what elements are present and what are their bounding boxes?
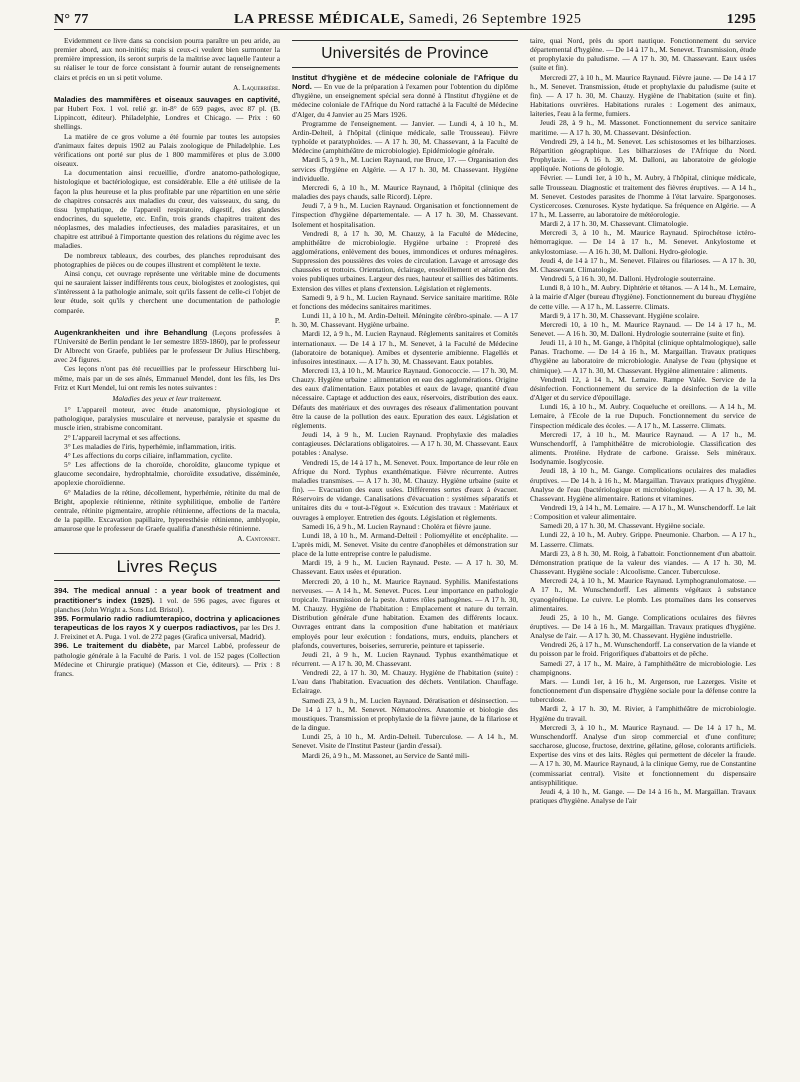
schedule-entry: Lundi 8, à 10 h., M. Aubry. Diphtérie et tétanos. — A 14 h., M. Lemaire, à la mairie d'Alger (bureau d'hygiène). Fonctionnement du bureau d'hygiène de cette ville. — A 17 h., M. Lasserre. Climats.	[530, 283, 756, 311]
schedule-entry: Mercredi 10, à 10 h., M. Maurice Raynaud. — De 14 à 17 h., M. Senevet. — A 16 h. 30, M. Dalloni. Hydrologie souterraine (suite et fin).	[530, 319, 756, 338]
schedule-entry: Mardi 2, à 17 h. 30, M. Rivier, à l'amphithéâtre de microbiologie. Hygiène du travail.	[530, 704, 756, 723]
schedule-entry: Jeudi 11, à 10 h., M. Gange, à l'hôpital (clinique ophtalmologique), salle Panas. Trachome. — De 14 à 16 h., M. Margaillan. Travaux pratiques d'hygiène au laboratoire de microbiologie. Analyse de l'eau (physique et chimique). — A 17 h. 30, M. Chassevant. Hygiène alimentaire : aliments.	[530, 338, 756, 375]
books-received-heading: Livres Reçus	[54, 553, 280, 581]
book-title: 396. Le traitement du diabète,	[54, 641, 171, 651]
book-details: 1 vol. de 596 pages, avec figures et planches (John Wright a. Sons Ltd. Bristol).	[54, 595, 280, 614]
program-schedule-continued	[530, 36, 756, 805]
review-paragraph: De nombreux tableaux, des courbes, des planches reproduisant des photographies de pièces ou de coupes illustrent et complètent le texte.	[54, 250, 280, 269]
review-list-item: 4° Les affections du corps ciliaire, inflammation, cyclite.	[64, 450, 233, 460]
schedule-entry: Mercredi 24, à 10 h., M. Maurice Raynaud. Lymphogranulomatose. — A 17 h., M. Wunschendorff. Les aliments végétaux à substance cyanogénétique. Le cuivre. Le plomb. Les ptomaïnes dans les conserves alimentaires.	[530, 576, 756, 613]
schedule-entry: Mercredi 27, à 10 h., M. Maurice Raynaud. Fièvre jaune. — De 14 à 17 h., M. Senevet. Transmission, étude et prophylaxie du paludisme (suite et fin). — A 17 h. 30, M. Chauzy. Hygiène de l'habitation (suite et fin). Habitations ouvrières. Habitations rurales : Logement des animaux, laiteries, l'eau à la ferme, fumiers.	[530, 72, 756, 119]
schedule-entry: Vendredi 19, à 14 h., M. Lemaire. — A 17 h., M. Wunschendorff. Le lait : Composition et valeur alimentaire.	[530, 502, 756, 522]
book-entry	[54, 641, 280, 678]
schedule-entry: Jeudi 7, à 9 h., M. Lucien Raynaud. Organisation et fonctionnement de l'inspection d'hygiène départementale. — A 17 h. 30, M. Chassevant. Isolement et hospitalisation.	[292, 201, 518, 229]
schedule-entry: Samedi 20, à 17 h. 30, M. Chassevant. Hygiène sociale.	[540, 521, 705, 531]
columns	[54, 36, 756, 1068]
book-details: par Marcel Labbé, professeur de pathologie générale à la Faculté de Paris. 1 vol. de 152 pages (Collection Médecine et Chirurgie pratique) (Masson et Cie, éditeurs). — Prix : 8 francs.	[54, 641, 280, 678]
schedule-entry: Lundi 11, à 10 h., M. Ardin-Delteil. Méningite cérébro-spinale. — A 17 h. 30, M. Chassevant. Hygiène urbaine.	[292, 311, 518, 330]
review-signature: P.	[274, 315, 280, 325]
schedule-entry: Mars. — Lundi 1er, à 16 h., M. Argenson, rue Lazerges. Visite et fonctionnement d'un dispensaire d'hygiène sociale pour la défense contre la tuberculose.	[530, 676, 756, 705]
journal-title: LA PRESSE MÉDICALE,	[234, 12, 405, 27]
review-header	[54, 328, 280, 365]
review-list-item: 6° Maladies de la rétine, décollement, hyperhémie, rétinite du mal de Bright, apoplexie rétinienne, rétinite syphilitique, embolie de l'artère centrale, rétinite pigmentaire, atrophie rétinienne, affections de la macula, de la papille. Excavation papillaire, hyperesthésie rétinienne, amblyopie, amaurose que le professeur de Graefe qualifia d'anesthésie rétinienne.	[54, 487, 280, 534]
institute-title: Institut d'hygiène et de médecine coloniale de l'Afrique du Nord.	[292, 73, 518, 92]
review-title: Maladies des mammifères et oiseaux sauvages en captivité,	[54, 94, 280, 104]
column-left	[54, 36, 280, 1068]
program-schedule	[292, 119, 518, 760]
review-title: Augenkrankheiten und ihre Behandlung	[54, 327, 208, 337]
schedule-entry: Février. — Lundi 1er, à 10 h., M. Aubry, à l'hôpital, clinique médicale, salle Trousseau. Diagnostic et traitement des fièvres éruptives. — A 14 h., M. Senevet. Cestodes parasites de l'homme à l'état larvaire. Spargonoses. Cysticercoses. Cœnuroses. Kyste hydatique. Sa fréquence en Algérie. — A 17 h., M. Lasserre, au laboratoire de météorologie.	[530, 173, 756, 219]
column-right	[530, 36, 756, 1068]
book-entry	[54, 614, 280, 641]
schedule-entry: Vendredi 8, à 17 h. 30, M. Chauzy, à la Faculté de Médecine, amphithéâtre de microbiologie. Hygiène urbaine : Propreté des agglomérations, enlèvement des boues, immondices et ordures ménagères. Suppression des poussières des voies de circulation. Lavage et arrosage des chaussées et trottoirs. Orientation, éclairage, ensoleillement et aération des voies publiques urbaines. Largeur des rues, hauteur et saillies des bâtiments. Extension des villes et plans d'extension. Législation et règlements.	[292, 228, 518, 293]
review-paragraph: La matière de ce gros volume a été fournie par toutes les autopsies d'animaux faites depuis 1902 au Palais zoologique de Philadelphie. Les vérifications ont porté sur plus de 1 800 mammifères et plus de 3.000 oiseaux.	[54, 131, 280, 169]
review-list	[54, 405, 280, 533]
review-header	[54, 95, 280, 132]
book-entry	[54, 586, 280, 613]
schedule-entry: Jeudi 25, à 10 h., M. Gange. Complications oculaires des fièvres éruptives. — De 14 à 16 h., M. Margaillan. Travaux pratiques d'hygiène. Analyse de l'air. — A 17 h. 30, M. Chassevant. Hygiène industrielle.	[530, 612, 756, 641]
universities-heading: Universités de Province	[292, 40, 518, 68]
review-body	[54, 132, 280, 315]
schedule-entry: Lundi 16, à 10 h., M. Aubry. Coqueluche et oreillons. — A 14 h., M. Lemaire, à l'Ecole de la rue Dupuch. Fonctionnement du service de l'inspection médicale des écoles. — A 17 h., M. Lasserre. Climats.	[530, 402, 756, 430]
issue-date: Samedi, 26 Septembre 1925	[408, 12, 582, 27]
schedule-entry: Mardi 23, à 8 h. 30, M. Roig, à l'abattoir. Fonctionnement d'un abattoir. Démonstration pratique de la valeur des viandes. — A 17 h. 30, M. Chassevant. Hygiène sociale : Alcoolisme. Cancer. Tuberculose.	[530, 548, 756, 577]
review-list-item: 2° L'appareil lacrymal et ses affections.	[64, 432, 181, 442]
journal-title-line	[234, 12, 581, 28]
books-received-list	[54, 586, 280, 678]
page-number: 1295	[726, 12, 756, 27]
review-subheading: Maladies des yeux et leur traitement.	[112, 393, 222, 403]
book-title: 395. Formulario radio radiumterapico, doctrina y aplicaciones terapeuticas de los rayos X y cuerpos radiactivos,	[54, 613, 280, 633]
schedule-entry: Mardi 9, à 17 h. 30, M. Chassevant. Hygiène scolaire.	[540, 310, 700, 320]
schedule-entry: Mardi 19, à 9 h., M. Lucien Raynaud. Peste. — A 17 h. 30, M. Chassevant. Eaux usées et épuration.	[292, 558, 518, 577]
schedule-entry: Mercredi 20, à 10 h., M. Maurice Raynaud. Syphilis. Manifestations nerveuses. — A 14 h., M. Senevet. Puces. Leur importance en pathologie tropicale. Transmission de la peste. Autres rôles pathogènes. — A 17 h. 30, M. Chauzy. Hygiène de l'habitation : Emplacement et nature du terrain. Distribution générale d'une habitation. Examen des différents locaux. Ouvrages entrant dans la composition d'une habitation et matériaux employés pour leur exécution : fondations, murs, enduits, planchers et plafonds, couvertures, boiseries, serrurerie, peinture et tapisserie.	[292, 576, 518, 650]
schedule-entry: Mercredi 3, à 10 h., M. Maurice Raynaud. — De 14 à 17 h., M. Wunschendorff. Analyse d'un sirop commercial et d'une confiture; saccharose, glucose, fructose, dextrine, gélatine, gélose, colorants artificiels. Expertise des vins et des laits. Règles qui permettent de déceler la fraude. — A 17 h. 30, M. Maurice Raynaud, à la clinique Gemy, rue de Constantine (commissariat central). Visite et fonctionnement du dispensaire antisyphilitique.	[530, 722, 756, 787]
schedule-entry: Vendredi 22, à 17 h. 30, M. Chauzy. Hygiène de l'habitation (suite) : L'eau dans l'habitation. Evacuation des déchets. Ventilation. Chauffage. Eclairage.	[292, 668, 518, 696]
schedule-entry: Jeudi 28, à 9 h., M. Massonet. Fonctionnement du service sanitaire maritime. — A 17 h. 30, M. Chassevant. Désinfection.	[530, 118, 756, 137]
schedule-entry: Jeudi 14, à 9 h., M. Lucien Raynaud. Prophylaxie des maladies contagieuses. Déclarations obligatoires. — A 17 h. 30, M. Chassevant. Eaux potables : Analyse.	[292, 430, 518, 458]
schedule-entry: Mercredi 3, à 10 h., M. Maurice Raynaud. Spirochétose ictéro-hémorragique. — De 14 à 17 h., M. Senevet. Ankylostome et ankylostomiase. — A 16 h. 30, M. Dalloni. Hydro-géologie.	[530, 228, 756, 256]
schedule-entry: Mercredi 13, à 10 h., M. Maurice Raynaud. Gonococcie. — 17 h. 30, M. Chauzy. Hygiène urbaine : alimentation en eau des agglomérations. Origine des eaux d'alimentation. Eaux potables et eaux de lavage, quantité d'eau nécessaire. Captage et adduction des eaux, réservoirs, distribution des eaux. Défauts des matériaux et des ouvrages des réseaux d'alimentation pouvant être la cause de la pollution des eaux. Epuration des eaux. Législation et règlements.	[292, 366, 518, 430]
review-reference: par Hubert Fox. 1 vol. relié gr. in-8° de 659 pages, avec 87 pl. (B. Lippincott, éditeur). Philadelphie, Londres et Chicago. — Prix : 60 shellings.	[54, 104, 280, 132]
review-paragraph: Ces leçons n'ont pas été recueillies par le professeur Hirschberg lui-même, mais par un de ses aînés, Emmanuel Mendel, dont les fils, les Drs Fritz et Kurt Mendel, lui ont remis les notes suivantes :	[54, 364, 280, 392]
review-list-item: 5° Les affections de la choroïde, choroïdite, glaucome typique et glaucome secondaire, hydrophtalmie, choroïdite exsudative, disséminée, apoplexie choroïdienne.	[54, 460, 280, 488]
schedule-entry: Jeudi 18, à 10 h., M. Gange. Complications oculaires des maladies éruptives. — De 14 h. à 16 h., M. Margaillan. Travaux pratiques d'hygiène. Analyse de l'eau (bactériologique et microbiologique). — A 17 h. 30, M. Chassevant. Hygiène alimentaire. Rations et vitamines.	[530, 466, 756, 503]
schedule-entry: Vendredi 29, à 14 h., M. Senevet. Les schistosomes et les bilharzioses. Répartition géographique. Les bilharzioses de l'Afrique du Nord. Prophylaxie. — A 16 h. 30, M. Dalloni, au laboratoire de géologie appliquée. Notions de géologie.	[530, 136, 756, 174]
book-title: 394. The medical annual : a year book of treatment and practitioner's index (1925).	[54, 586, 280, 605]
review-body	[54, 364, 280, 391]
review-paragraph: Ainsi conçu, cet ouvrage représente une véritable mine de documents qui ne sauraient laisser indifférents tous ceux, biologistes et zoologistes, qui s'intéressent à la pathologie animale, soit qu'ils fassent de celle-ci l'objet de leur étude, soit qu'ils y cherchent une documentation de pathologie comparée.	[54, 268, 280, 315]
review-list-item: 3° Les maladies de l'iris, hyperhémie, inflammation, iritis.	[64, 441, 236, 451]
schedule-entry: Mardi 26, à 9 h., M. Massonet, au Service de Santé mili-	[302, 750, 470, 760]
schedule-entry: Samedi 27, à 17 h., M. Maire, à l'amphithéâtre de microbiologie. Les champignons.	[530, 658, 756, 677]
schedule-entry: Jeudi 4, à 10 h., M. Gange. — De 14 à 16 h., M. Margaillan. Travaux pratiques d'hygiène. Analyse de l'air	[530, 786, 756, 805]
schedule-entry: Samedi 23, à 9 h., M. Lucien Raynaud. Dératisation et désinsection. — De 14 à 17 h., M. Senevet. Nématocères. Anatomie et biologie des moustiques. Transmission et prophylaxie de la fièvre jaune, de la filariose et de la dingue.	[292, 695, 518, 733]
schedule-entry: Vendredi 12, à 14 h., M. Lemaire. Rampe Valée. Service de la désinfection. Fonctionnement du service de la désinfection de la ville d'Alger et du service d'épouillage.	[530, 374, 756, 403]
institute-intro	[292, 73, 518, 119]
schedule-entry: Vendredi 26, à 17 h., M. Wunschendorff. La conservation de la viande et du poisson par le froid. Frigorifiques d'abattoirs et de pêche.	[530, 640, 756, 659]
schedule-entry: Samedi 16, à 9 h., M. Lucien Raynaud : Choléra et fièvre jaune.	[302, 521, 492, 531]
schedule-entry: Lundi 18, à 10 h., M. Armand-Delteil : Poliomyélite et encéphalite. — L'après midi, M. Senevet. Visite du centre d'anophèles et démonstration sur place de la lutte entreprise contre le paludisme.	[292, 530, 518, 559]
masthead	[54, 0, 756, 30]
schedule-entry: Vendredi 5, à 16 h. 30, M. Dalloni. Hydrologie souterraine.	[540, 274, 716, 284]
schedule-entry: Lundi 22, à 10 h., M. Aubry. Grippe. Pneumonie. Charbon. — A 17 h., M. Lasserre. Climats.	[530, 530, 756, 549]
institute-intro-text: — En vue de la préparation à l'examen pour l'obtention du diplôme d'hygiène, un enseignement spécial sera donné à l'Institut d'hygiène et de médecine coloniale de l'Afrique du Nord rattaché à la Faculté de Médecine d'Alger, du 4 Janvier au 25 Mars 1926.	[292, 82, 518, 119]
schedule-entry: Mercredi 6, à 10 h., M. Maurice Raynaud, à l'hôpital (clinique des maladies des pays chauds, salle Ricord). Lèpre.	[292, 182, 518, 202]
schedule-entry: Jeudi 21, à 9 h., M. Lucien Raynaud. Typhus exanthématique et récurrent. — A 17 h. 30, M. Chassevant.	[292, 649, 518, 668]
review-paragraph: Evidemment ce livre dans sa concision pourra paraître un peu aride, au premier abord, aux non-initiés; mais si ceux-ci veulent bien surmonter la première impression, ils seront surpris de la maîtrise avec laquelle l'auteur a su réaliser le tour de force consistant à fournir autant de renseignements clairs et précis en un si petit volume.	[54, 36, 280, 82]
book-details: par les Drs J. J. Freixinet et A. Puga. 1 vol. de 272 pages (Grafica universal, Madrid).	[54, 623, 280, 642]
review-signature: A. Cantonnet.	[237, 534, 280, 544]
schedule-entry: taire, quai Nord, près du sport nautique. Fonctionnement du service départemental d'hygiène. — De 14 à 17 h., M. Senevet. Transmission, étude et prophylaxie du paludisme. — A 17 h. 30, M. Chassevant. Eaux usées (suite et fin).	[530, 36, 756, 73]
schedule-entry: Programme de l'enseignement. — Janvier. — Lundi 4, à 10 h., M. Ardin-Delteil, à l'hôpital (clinique médicale, salle Trousseau). Fièvre typhoïde et paratyphoïdes. — A 17 h. 30, M. Chassevant, à la Faculté de Médecine (amphithéâtre de microbiologie). Epidémiologie générale.	[292, 118, 518, 156]
review-list-item: 1° L'appareil moteur, avec étude anatomique, physiologique et pathologique, paralysies musculaire et nerveuse, paralysie et spasme du muscle irien, strabisme concomitant.	[54, 405, 280, 433]
schedule-entry: Jeudi 4, de 14 à 17 h., M. Senevet. Filaires ou filarioses. — A 17 h. 30, M. Chassevant. Climatologie.	[530, 255, 756, 274]
schedule-entry: Mardi 12, à 9 h., M. Lucien Raynaud. Règlements sanitaires et Comités internationaux. — De 14 à 17 h., M. Senevet, à la Faculté de Médecine (laboratoire de botanique). Amibes et dysenterie amibienne. Flagellés et infusoires intestinaux. — A 17 h. 30, M. Chassevant. Eaux potables.	[292, 329, 518, 366]
review-reference: (Leçons professées à l'Université de Berlin pendant le 1er semestre 1859-1860), par le professeur Dr Albrecht von Graefe, publiées par le professeur Dr Julius Hirschberg, avec 24 figures.	[54, 327, 280, 365]
schedule-entry: Mardi 5, à 9 h., M. Lucien Raynaud, rue Bruce, 17. — Organisation des services d'hygiène en Algérie. — A 17 h. 30, M. Chassevant. Hygiène individuelle.	[292, 155, 518, 183]
review-paragraph: La documentation ainsi recueillie, d'ordre anatomo-pathologique, histologique et bactériologique, est considérable. Elle a été utilisée de la façon la plus heureuse et la plus profitable par une répartition en une série de chapitres consacrés aux maladies du cœur, des vaisseaux, du sang, du tissu lymphatique, de l'appareil respiratoire, digestif, des glandes endocrines, du squelette, etc. Enfin, trois grands chapitres traitent des néoplasmes, des maladies infectieuses, des maladies parasitaires, et un chapitre est attribué à l'importante question des relations du régime avec les maladies.	[54, 168, 280, 251]
column-middle	[292, 36, 518, 1068]
issue-number: N° 77	[54, 12, 89, 27]
schedule-entry: Lundi 25, à 10 h., M. Ardin-Delteil. Tuberculose. — A 14 h., M. Senevet. Visite de l'Institut Pasteur (jardin d'essai).	[292, 732, 518, 751]
schedule-entry: Vendredi 15, de 14 à 17 h., M. Senevet. Poux. Importance de leur rôle en Afrique du Nord. Typhus exanthématique. Fièvre récurrente. Autres maladies transmises. — A 17 h. 30, M. Chauzy. Hygiène urbaine (suite et fin). — Evacuation des eaux usées. Différentes sortes d'eaux à évacuer. Réservoirs de vidange. Canalisations d'évacuation : systèmes séparatifs et unitaires dits du « tout-à-l'égout ». Exécution des travaux : Matériaux et ouvrages à employer. Entretien des égouts. Législation et règlements.	[292, 457, 518, 522]
schedule-entry: Samedi 9, à 9 h., M. Lucien Raynaud. Service sanitaire maritime. Rôle et fonctions des médecins sanitaires maritimes.	[292, 292, 518, 311]
schedule-entry: Mercredi 17, à 10 h., M. Maurice Raynaud. — A 17 h., M. Wunschendorff, à l'amphithéâtre de microbiologie. Classification des aliments. Protéine. Hydrate de carbone. Graisse. Sels minéraux. Isodynamie. Isoglycosie.	[530, 429, 756, 467]
review-signature: A. Laquerrière.	[232, 82, 280, 92]
schedule-entry: Mardi 2, à 17 h. 30, M. Chassevant. Climatologie.	[540, 219, 689, 229]
